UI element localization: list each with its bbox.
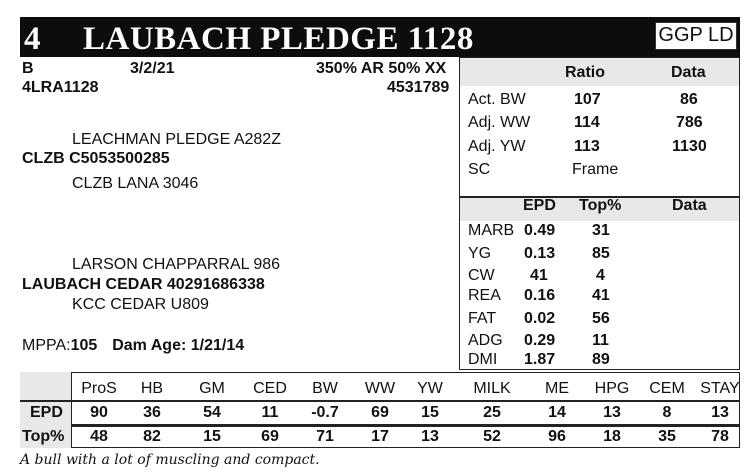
carcass-epd: 1.87 (524, 351, 556, 368)
carcass-trait: CW (468, 267, 495, 284)
perf-ratio: 113 (574, 138, 600, 155)
epd-header: EPD (523, 197, 556, 214)
carcass-data-header: Data (672, 197, 707, 214)
carcass-epd: 0.29 (524, 332, 556, 349)
tag-badge: GGP LD (655, 22, 737, 50)
dam-age-label: Dam Age: (112, 337, 187, 354)
epd-value: 13 (711, 404, 729, 421)
carcass-epd: 0.16 (524, 287, 556, 304)
top-percent-value: 82 (143, 428, 161, 445)
perf-ratio: Frame (572, 161, 619, 178)
carcass-top: 89 (592, 351, 610, 368)
sire: CLZB C5053500285 (22, 150, 170, 167)
epd-trait-header: MILK (473, 380, 511, 397)
top-percent-value: 71 (316, 428, 334, 445)
birth-date: 3/2/21 (130, 60, 175, 77)
top-percent-value: 13 (421, 428, 439, 445)
dam: LAUBACH CEDAR 40291686338 (22, 276, 265, 293)
carcass-top: 85 (592, 245, 610, 262)
carcass-trait: ADG (468, 332, 503, 349)
table-divider (72, 424, 740, 427)
epd-trait-header: STAY (700, 380, 740, 397)
carcass-epd: 0.02 (524, 310, 556, 327)
animal-name: LAUBACH PLEDGE 1128 (83, 21, 474, 57)
epd-trait-header: BW (312, 380, 338, 397)
carcass-top: 4 (596, 267, 605, 284)
epd-row-label: EPD (30, 404, 63, 421)
epd-value: 25 (483, 404, 501, 421)
breed-composition: 350% AR 50% XX (316, 60, 447, 77)
carcass-top: 41 (592, 287, 610, 304)
mppa-value: 105 (70, 337, 98, 354)
sire-dam: CLZB LANA 3046 (72, 175, 199, 192)
epd-trait-header: WW (364, 380, 396, 397)
carcass-epd: 0.13 (524, 245, 556, 262)
epd-value: 54 (203, 404, 221, 421)
sex: B (22, 60, 34, 77)
perf-ratio: 114 (574, 114, 600, 131)
carcass-top: 11 (592, 332, 609, 349)
epd-trait-header: HB (140, 380, 164, 397)
perf-data: 1130 (672, 138, 707, 155)
perf-trait: Adj. YW (468, 138, 526, 155)
epd-value: 69 (371, 404, 389, 421)
comment: A bull with a lot of muscling and compact. (20, 452, 320, 468)
top-percent-value: 35 (658, 428, 676, 445)
epd-trait-header: YW (417, 380, 443, 397)
carcass-trait: YG (468, 245, 492, 262)
epd-trait-header: ME (545, 380, 569, 397)
perf-trait: SC (468, 161, 491, 178)
epd-value: 36 (143, 404, 161, 421)
carcass-top: 56 (592, 310, 610, 327)
perf-trait: Adj. WW (468, 114, 531, 131)
tattoo: 4LRA1128 (22, 79, 99, 96)
top-percent-value: 96 (548, 428, 566, 445)
epd-value: 11 (261, 404, 279, 421)
dam-sire: LARSON CHAPPARRAL 986 (72, 256, 281, 273)
epd-value: 13 (603, 404, 621, 421)
sire-sire: LEACHMAN PLEDGE A282Z (72, 131, 281, 148)
lot-number: 4 (24, 21, 41, 57)
perf-data: 786 (676, 114, 703, 131)
dam-age-value: 1/21/14 (190, 337, 245, 354)
carcass-epd: 0.49 (524, 222, 556, 239)
epd-trait-header: HPG (594, 380, 630, 397)
top-percent-value: 15 (203, 428, 221, 445)
epd-value: 90 (90, 404, 108, 421)
top-percent-value: 52 (483, 428, 501, 445)
epd-value: -0.7 (311, 404, 339, 421)
top-percent-value: 48 (90, 428, 108, 445)
top-header: Top% (579, 197, 622, 214)
carcass-top: 31 (592, 222, 610, 239)
ratio-header: Ratio (565, 64, 605, 81)
dam-dam: KCC CEDAR U809 (72, 296, 209, 313)
carcass-trait: MARB (468, 222, 515, 239)
registration-number: 4531789 (387, 79, 450, 96)
carcass-trait: DMI (468, 351, 498, 368)
carcass-epd: 41 (530, 267, 548, 284)
mppa (22, 337, 244, 355)
perf-trait: Act. BW (468, 91, 526, 108)
top-row-label: Top% (22, 428, 65, 445)
epd-trait-header: CED (253, 380, 287, 397)
epd-value: 14 (548, 404, 566, 421)
top-percent-value: 18 (603, 428, 621, 445)
epd-value: 8 (662, 404, 672, 421)
carcass-trait: FAT (468, 310, 497, 327)
carcass-trait: REA (468, 287, 501, 304)
top-percent-value: 78 (711, 428, 729, 445)
data-header: Data (671, 64, 706, 81)
mppa-label: MPPA: (22, 337, 71, 354)
epd-trait-header: CEM (649, 380, 685, 397)
epd-value: 15 (421, 404, 439, 421)
epd-trait-header: ProS (81, 380, 117, 397)
epd-trait-header: GM (199, 380, 225, 397)
perf-ratio: 107 (574, 91, 601, 108)
top-percent-value: 69 (261, 428, 279, 445)
table-divider (20, 400, 740, 402)
perf-data: 86 (680, 91, 698, 108)
top-percent-value: 17 (371, 428, 389, 445)
